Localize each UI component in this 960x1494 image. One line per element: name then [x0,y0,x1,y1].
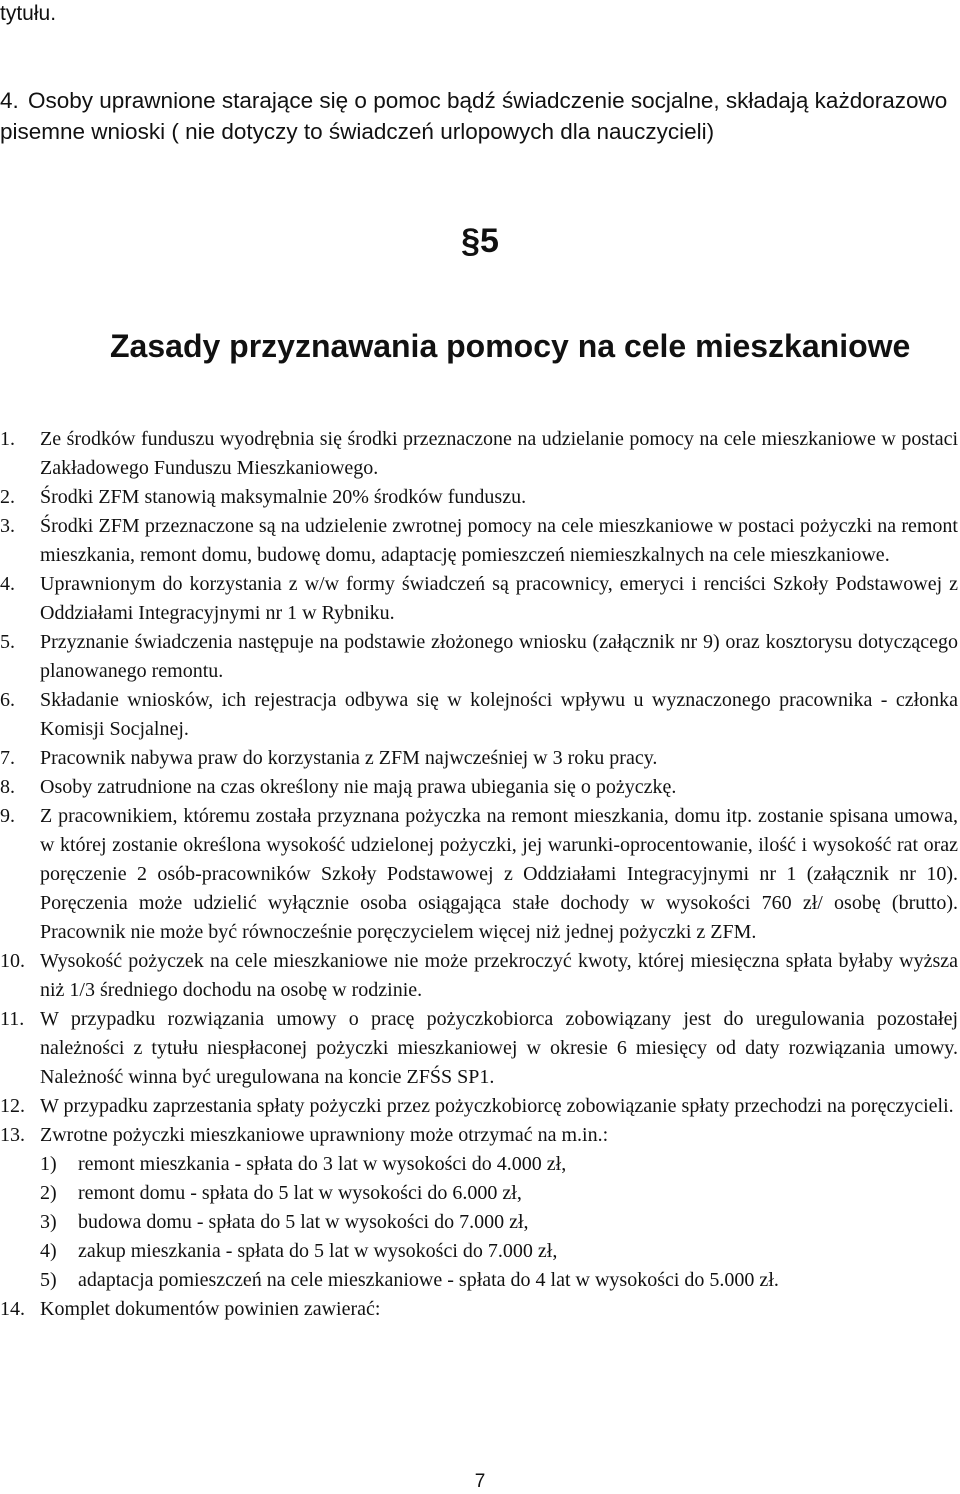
item-number: 9. [0,805,15,827]
item-number: 8. [0,776,15,798]
list-item [0,483,958,512]
item-number: 13. [0,1124,25,1146]
item-text: Z pracownikiem, któremu została przyznana pożyczka na remont mieszkania, domu itp. zostanie spisana umowa, w której zostanie określona wysokość udzielonej pożyczki, jej warunki-oprocentowanie, ilość i wysokość rat oraz poręczenie 2 osób-pracowników Szkoły Podstawowej z Oddziałami Integracyjnymi nr 1 (załącznik nr 10). Poręczenia może udzielić wyłącznie osoba osiągająca stałe dochody w wysokości 760 zł/ osobę (brutto). Pracownik nie może być równocześnie poręczycielem więcej niż jednej pożyczki z ZFM. [40,805,958,943]
item-number: 6. [0,689,15,711]
item-number: 4. [0,573,15,595]
page-number: 7 [474,1471,486,1492]
list-item [0,1092,958,1121]
list-item [0,947,958,1005]
list-item [0,744,958,773]
section-title: Zasady przyznawania pomocy na cele mieszkaniowe [110,328,911,364]
list-item [0,1005,958,1092]
list-item [0,1121,958,1150]
item-text: Wysokość pożyczek na cele mieszkaniowe nie może przekroczyć kwoty, której miesięczna spłata byłaby wyższa niż 1/3 średniego dochodu na osobę w rodzinie. [40,950,958,1001]
item-text: Środki ZFM stanowią maksymalnie 20% środków funduszu. [40,486,527,508]
sublist-item-text: budowa domu - spłata do 5 lat w wysokości do 7.000 zł, [78,1211,529,1233]
item-number: 3. [0,515,15,537]
sublist-item-number: 3) [40,1211,57,1233]
sublist-item [40,1150,958,1179]
item-number: 12. [0,1095,25,1117]
item-text: Przyznanie świadczenia następuje na podstawie złożonego wniosku (załącznik nr 9) oraz kosztorysu dotyczącego planowanego remontu. [40,631,958,682]
sublist-item-number: 5) [40,1269,57,1291]
list-item [0,512,958,570]
item-number: 5. [0,631,15,653]
list-item [0,802,958,947]
item-text: Zwrotne pożyczki mieszkaniowe uprawniony może otrzymać na m.in.: [40,1124,609,1146]
list-item [0,1295,958,1324]
sublist-item-text: remont mieszkania - spłata do 3 lat w wysokości do 4.000 zł, [78,1153,567,1175]
item-number: 10. [0,950,25,972]
list-item [0,686,958,744]
paragraph-4 [0,85,958,147]
item-text: Środki ZFM przeznaczone są na udzielenie zwrotnej pomocy na cele mieszkaniowe w postaci pożyczki na remont mieszkania, remont domu, budowę domu, adaptację pomieszczeń niemieszkalnych na cele mieszkaniowe. [40,515,958,566]
list-item [0,570,958,628]
item-text: Komplet dokumentów powinien zawierać: [40,1298,381,1320]
paragraph-4-text: Osoby uprawnione starające się o pomoc bądź świadczenie socjalne, składają każdorazowo [28,88,948,113]
item-text: Osoby zatrudnione na czas określony nie mają prawa ubiegania się o pożyczkę. [40,776,677,798]
sublist-item [40,1266,958,1295]
list-item [0,425,958,483]
sublist-item-text: adaptacja pomieszczeń na cele mieszkaniowe - spłata do 4 lat w wysokości do 5.000 zł. [78,1269,779,1291]
sublist-item-number: 1) [40,1153,57,1175]
item-text: Uprawnionym do korzystania z w/w formy świadczeń są pracownicy, emeryci i renciści Szkoły Podstawowej z Oddziałami Integracyjnymi nr 1 w Rybniku. [40,573,958,624]
item-number: 11. [0,1008,25,1030]
item-text: Ze środków funduszu wyodrębnia się środki przeznaczone na udzielanie pomocy na cele mieszkaniowe w postaci Zakładowego Funduszu Mieszkaniowego. [40,428,958,479]
section-mark: §5 [461,222,499,260]
item-number: 2. [0,486,15,508]
paragraph-4-line1 [0,85,958,116]
item-number: 1. [0,428,15,450]
sublist-item [40,1179,958,1208]
sublist-item-text: zakup mieszkania - spłata do 5 lat w wysokości do 7.000 zł, [78,1240,558,1262]
sublist-item-text: remont domu - spłata do 5 lat w wysokości do 6.000 zł, [78,1182,522,1204]
sublist-item-number: 2) [40,1182,57,1204]
loan-purpose-sublist [40,1150,958,1295]
item-text: W przypadku zaprzestania spłaty pożyczki przez pożyczkobiorcę zobowiązanie spłaty przechodzi na poręczycieli. [40,1095,954,1117]
sublist-item-number: 4) [40,1240,57,1262]
sublist-item [40,1208,958,1237]
item-text: Pracownik nabywa praw do korzystania z ZFM najwcześniej w 3 roku pracy. [40,747,658,769]
item-number: 14. [0,1298,25,1320]
sublist-item [40,1237,958,1266]
item-number: 7. [0,747,15,769]
item-text: Składanie wniosków, ich rejestracja odbywa się w kolejności wpływu u wyznaczonego pracownika - członka Komisji Socjalnej. [40,689,958,740]
list-item [0,773,958,802]
item-text: W przypadku rozwiązania umowy o pracę pożyczkobiorca zobowiązany jest do uregulowania pozostałej należności z tytułu niespłaconej pożyczki mieszkaniowej w okresie 6 miesięcy od daty rozwiązania umowy. Należność winna być uregulowana na koncie ZFŚS SP1. [40,1008,958,1088]
numbered-list [0,425,958,1324]
list-item [0,628,958,686]
paragraph-4-continuation: pisemne wnioski ( nie dotyczy to świadczeń urlopowych dla nauczycieli) [0,119,715,144]
paragraph-4-number: 4. [0,88,19,113]
previous-page-fragment: tytułu. [0,2,57,25]
